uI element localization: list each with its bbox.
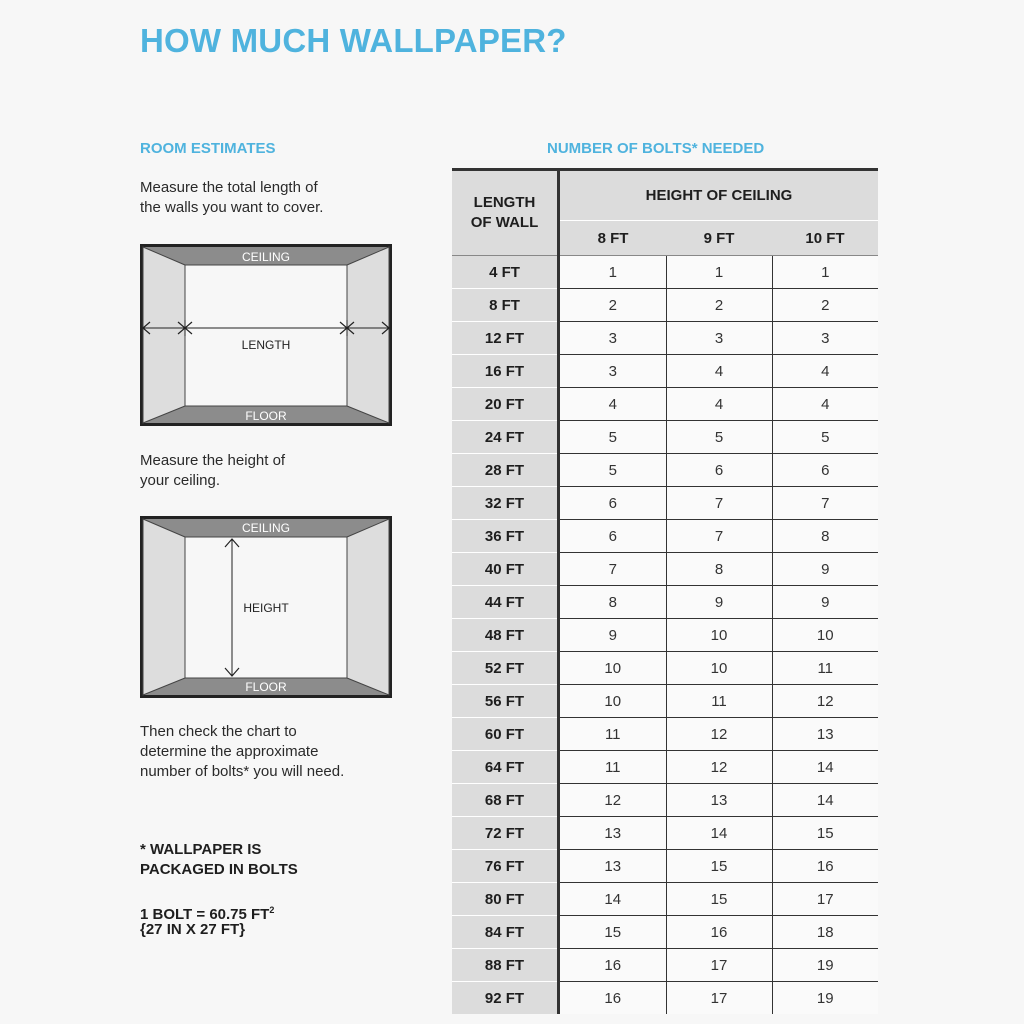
table-cell: 10	[559, 652, 667, 685]
left-wall	[143, 247, 185, 423]
table-cell: 5	[666, 421, 772, 454]
table-row	[452, 619, 878, 652]
column-header: 8 FT	[559, 221, 667, 256]
table-cell: 3	[559, 355, 667, 388]
table-row	[452, 256, 878, 289]
table-row	[452, 784, 878, 817]
table-cell: 4	[772, 388, 878, 421]
row-header: 20 FT	[452, 388, 559, 421]
row-header: 76 FT	[452, 850, 559, 883]
table-row	[452, 553, 878, 586]
table-row	[452, 487, 878, 520]
page-title: HOW MUCH WALLPAPER?	[140, 22, 567, 59]
table-cell: 17	[666, 949, 772, 982]
table-cell: 3	[559, 322, 667, 355]
table-cell: 13	[559, 850, 667, 883]
table-row	[452, 322, 878, 355]
table-row	[452, 751, 878, 784]
table-cell: 5	[559, 454, 667, 487]
table-cell: 4	[559, 388, 667, 421]
table-cell: 2	[559, 289, 667, 322]
row-header: 24 FT	[452, 421, 559, 454]
table-cell: 11	[666, 685, 772, 718]
column-header: 9 FT	[666, 221, 772, 256]
row-header: 88 FT	[452, 949, 559, 982]
table-cell: 7	[666, 520, 772, 553]
table-cell: 19	[772, 949, 878, 982]
table-row	[452, 916, 878, 949]
table-cell: 9	[772, 553, 878, 586]
table-cell: 11	[772, 652, 878, 685]
table-row	[452, 520, 878, 553]
table-cell: 4	[666, 388, 772, 421]
table-cell: 2	[772, 289, 878, 322]
table-cell: 11	[559, 751, 667, 784]
table-cell: 7	[772, 487, 878, 520]
row-header: 40 FT	[452, 553, 559, 586]
height-label: HEIGHT	[243, 601, 289, 615]
table-cell: 3	[772, 322, 878, 355]
row-header: 4 FT	[452, 256, 559, 289]
row-header: 52 FT	[452, 652, 559, 685]
table-cell: 13	[559, 817, 667, 850]
table-cell: 7	[559, 553, 667, 586]
table-cell: 9	[772, 586, 878, 619]
table-row	[452, 289, 878, 322]
row-header: 28 FT	[452, 454, 559, 487]
table-cell: 8	[666, 553, 772, 586]
right-wall	[347, 519, 389, 695]
table-cell: 13	[666, 784, 772, 817]
table-cell: 15	[666, 883, 772, 916]
bolt-size-text: 1 BOLT = 60.75 FT	[140, 906, 270, 923]
table-cell: 6	[666, 454, 772, 487]
step-height-text: Measure the height of your ceiling.	[140, 452, 286, 489]
table-cell: 12	[666, 718, 772, 751]
table-cell: 6	[559, 487, 667, 520]
table-cell: 14	[666, 817, 772, 850]
table-row	[452, 817, 878, 850]
table-cell: 2	[666, 289, 772, 322]
row-header: 92 FT	[452, 982, 559, 1015]
ceiling-label: CEILING	[241, 250, 291, 264]
table-cell: 9	[666, 586, 772, 619]
table-cell: 19	[772, 982, 878, 1015]
table-row	[452, 685, 878, 718]
column-header: 10 FT	[772, 221, 878, 256]
table-row	[452, 718, 878, 751]
table-cell: 12	[772, 685, 878, 718]
table-cell: 10	[772, 619, 878, 652]
table-cell: 12	[559, 784, 667, 817]
table-cell: 13	[772, 718, 878, 751]
table-cell: 4	[772, 355, 878, 388]
row-header: 8 FT	[452, 289, 559, 322]
step-chart-text: Then check the chart to determine the approximate number of bolts* you will need.	[140, 723, 345, 780]
table-cell: 5	[772, 421, 878, 454]
table-row	[452, 982, 878, 1015]
table-cell: 15	[559, 916, 667, 949]
row-header: 72 FT	[452, 817, 559, 850]
row-header: 44 FT	[452, 586, 559, 619]
table-cell: 3	[666, 322, 772, 355]
table-cell: 11	[559, 718, 667, 751]
row-header: 68 FT	[452, 784, 559, 817]
table-cell: 15	[772, 817, 878, 850]
row-header: 80 FT	[452, 883, 559, 916]
floor-label: FLOOR	[245, 409, 287, 423]
row-header: 36 FT	[452, 520, 559, 553]
table-cell: 10	[559, 685, 667, 718]
step-length-text: Measure the total length of the walls you want to cover.	[140, 179, 324, 216]
table-cell: 14	[772, 751, 878, 784]
table-row	[452, 850, 878, 883]
table-row	[452, 454, 878, 487]
bolt-size-exponent: 2	[269, 905, 275, 915]
table-row	[452, 652, 878, 685]
right-wall	[347, 247, 389, 423]
row-header: 32 FT	[452, 487, 559, 520]
ceiling-label: CEILING	[241, 521, 291, 535]
row-header: 84 FT	[452, 916, 559, 949]
row-header: 64 FT	[452, 751, 559, 784]
table-cell: 8	[559, 586, 667, 619]
bolts-table	[452, 168, 878, 1014]
back-wall	[185, 265, 347, 406]
left-wall	[143, 519, 185, 695]
table-row	[452, 388, 878, 421]
floor-label: FLOOR	[245, 680, 287, 694]
table-cell: 16	[772, 850, 878, 883]
room-estimates-heading: ROOM ESTIMATES	[140, 140, 276, 157]
table-row	[452, 586, 878, 619]
table-cell: 14	[559, 883, 667, 916]
height-of-ceiling-header: HEIGHT OF CEILING	[559, 170, 879, 221]
table-cell: 9	[559, 619, 667, 652]
table-cell: 1	[559, 256, 667, 289]
table-row	[452, 421, 878, 454]
table-row	[452, 355, 878, 388]
table-cell: 17	[772, 883, 878, 916]
table-cell: 5	[559, 421, 667, 454]
table-cell: 6	[772, 454, 878, 487]
table-cell: 18	[772, 916, 878, 949]
table-row	[452, 883, 878, 916]
table-cell: 10	[666, 652, 772, 685]
table-cell: 16	[666, 916, 772, 949]
bolt-dimensions-note: {27 IN X 27 FT}	[140, 921, 246, 938]
row-header: 60 FT	[452, 718, 559, 751]
table-cell: 6	[559, 520, 667, 553]
table-cell: 1	[666, 256, 772, 289]
table-cell: 14	[772, 784, 878, 817]
height-diagram	[140, 516, 392, 698]
length-of-wall-header: LENGTH OF WALL	[452, 170, 559, 256]
table-cell: 16	[559, 982, 667, 1015]
table-cell: 17	[666, 982, 772, 1015]
table-cell: 7	[666, 487, 772, 520]
table-cell: 8	[772, 520, 878, 553]
row-header: 16 FT	[452, 355, 559, 388]
table-cell: 10	[666, 619, 772, 652]
table-cell: 15	[666, 850, 772, 883]
length-label: LENGTH	[241, 338, 291, 352]
packaging-note: * WALLPAPER IS PACKAGED IN BOLTS	[140, 841, 298, 878]
table-cell: 16	[559, 949, 667, 982]
table-cell: 12	[666, 751, 772, 784]
table-heading: NUMBER OF BOLTS* NEEDED	[547, 140, 765, 157]
table-cell: 1	[772, 256, 878, 289]
length-diagram	[140, 244, 392, 426]
table-row	[452, 949, 878, 982]
row-header: 12 FT	[452, 322, 559, 355]
row-header: 48 FT	[452, 619, 559, 652]
row-header: 56 FT	[452, 685, 559, 718]
table-cell: 4	[666, 355, 772, 388]
